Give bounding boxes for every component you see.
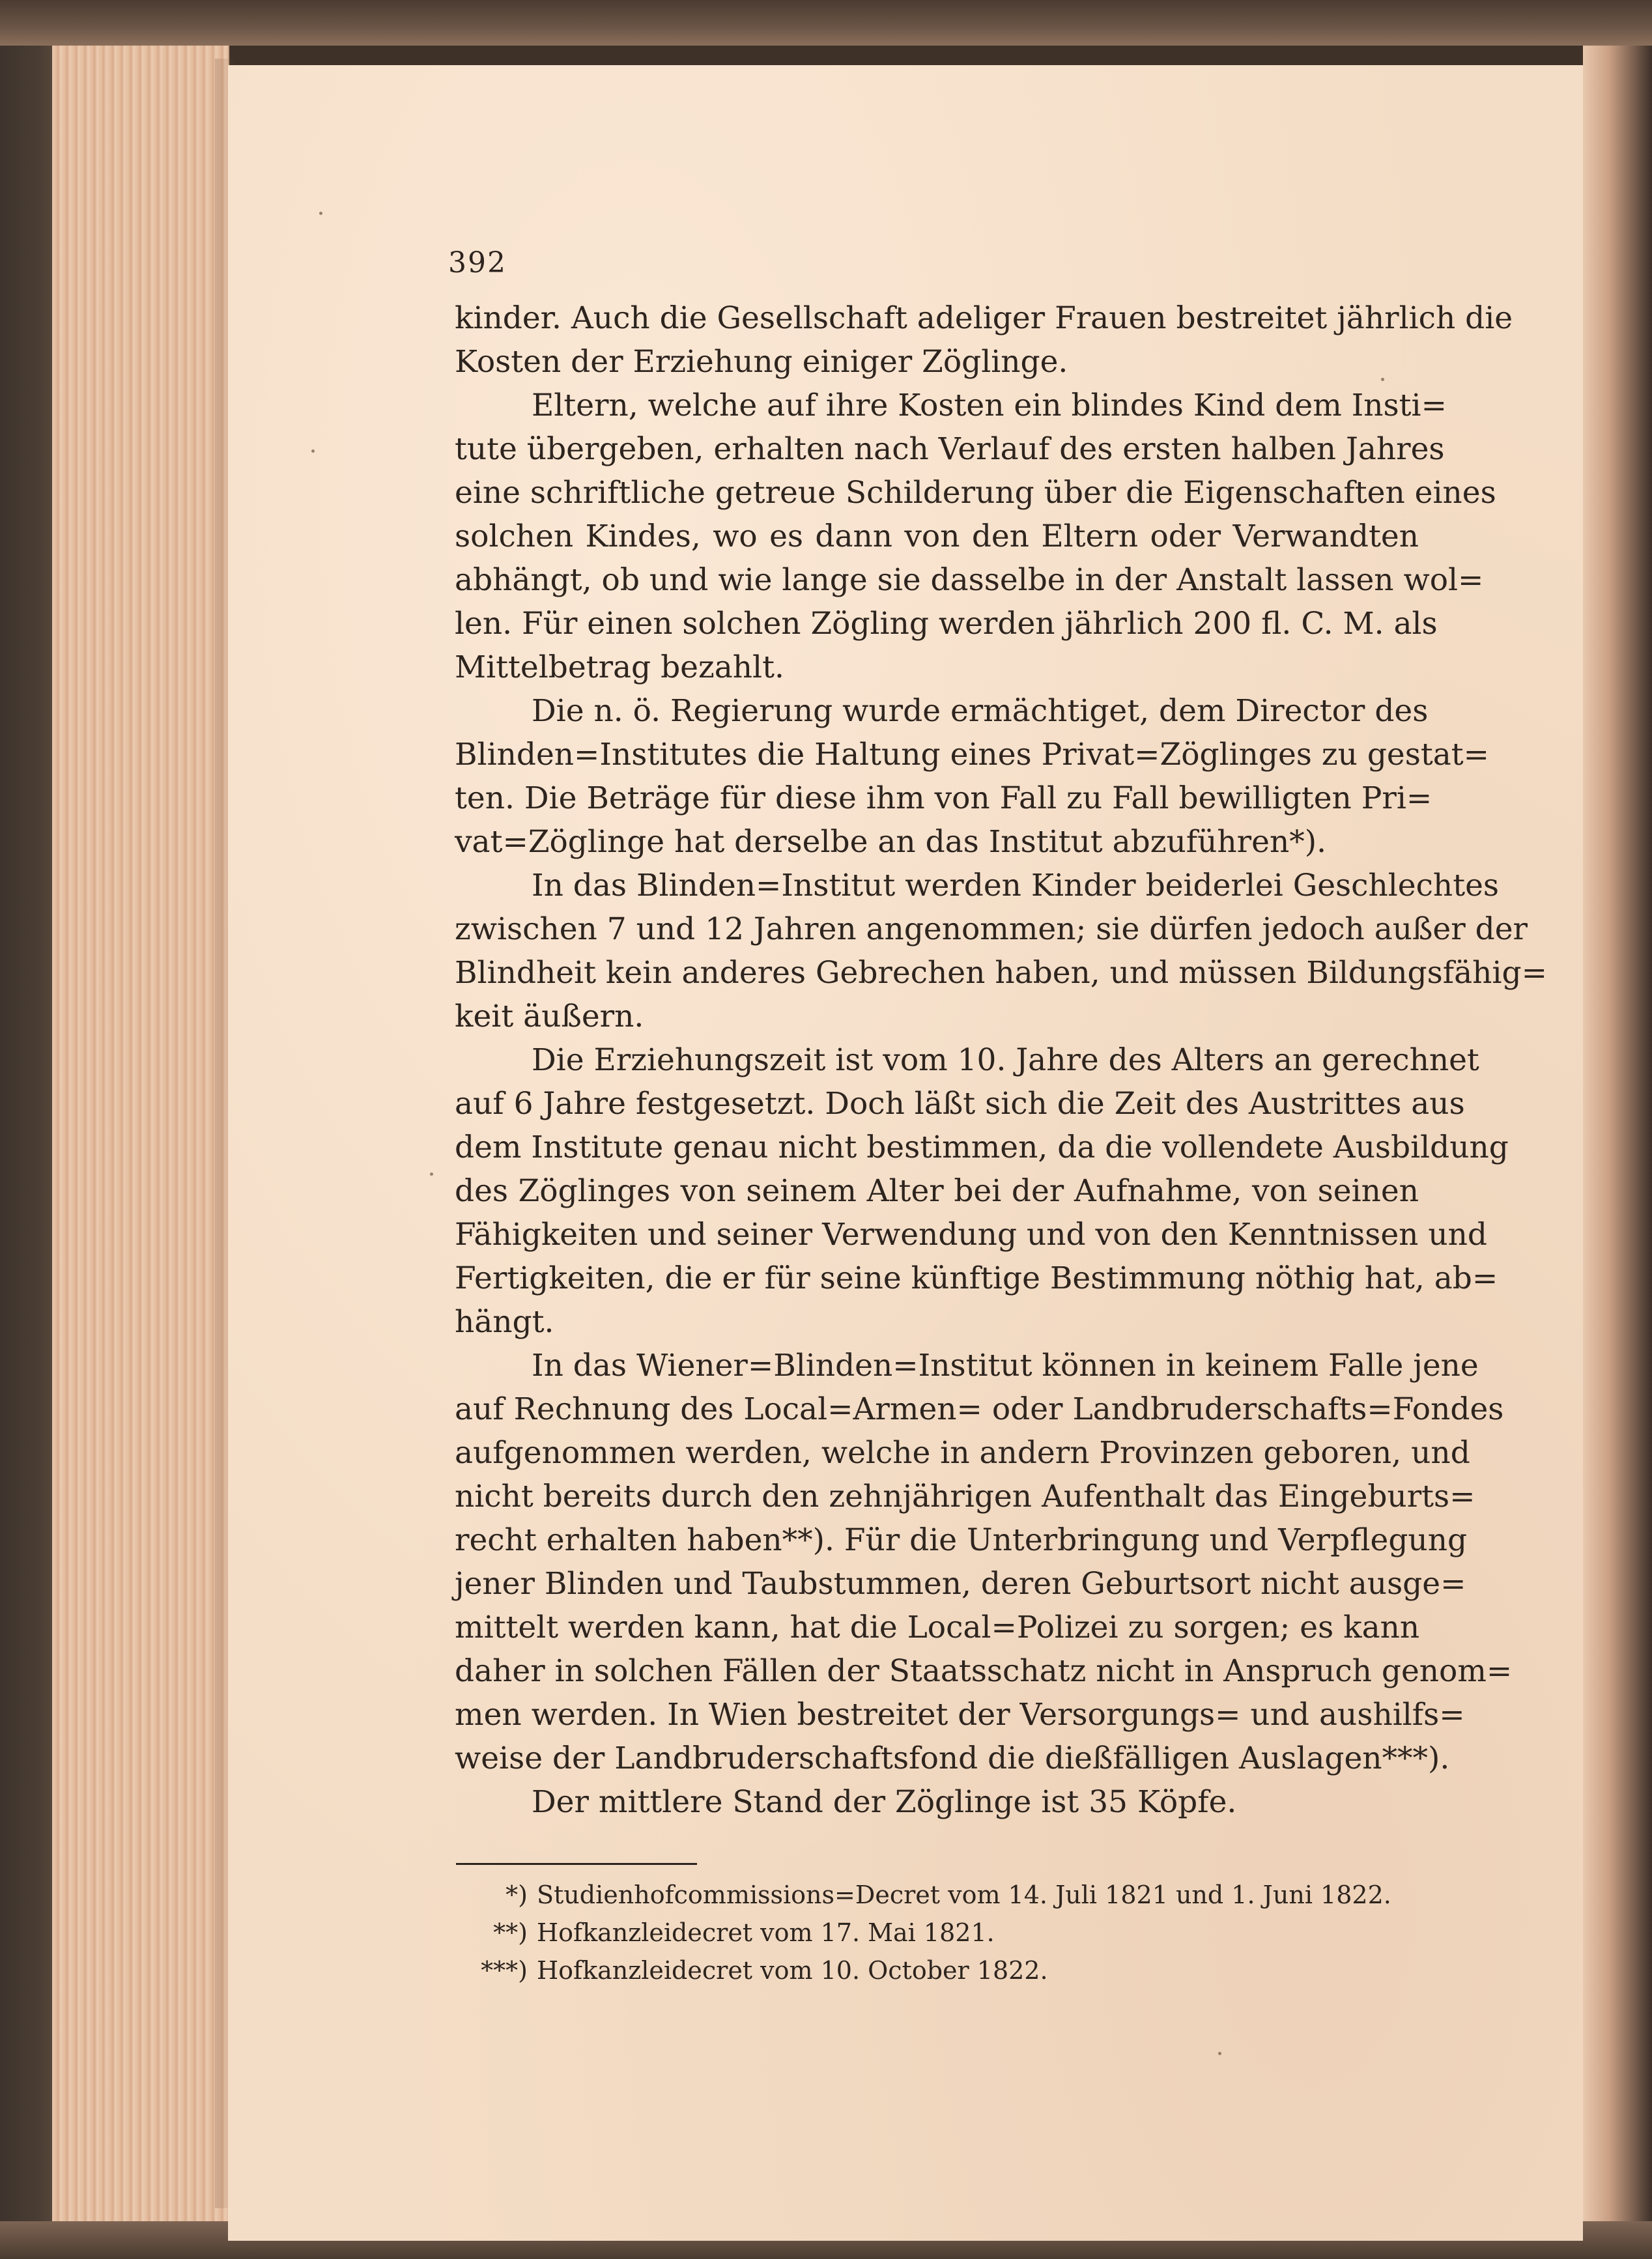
text-line: Fähigkeiten und seiner Verwendung und von den Kenntnissen und xyxy=(455,1217,1487,1253)
footnote xyxy=(468,1876,1419,1914)
footnote-mark: *) xyxy=(506,1881,528,1909)
book-top-edge xyxy=(0,0,1652,46)
text-line: hängt. xyxy=(455,1304,554,1340)
footnote xyxy=(468,1914,1419,1952)
text-line: auf 6 Jahre festgesetzt. Doch läßt sich die Zeit des Austrittes aus xyxy=(455,1086,1465,1122)
text-line: Die n. ö. Regierung wurde ermächtiget, dem Director des xyxy=(532,693,1429,729)
page-stack-edges xyxy=(52,46,229,2221)
text-line: weise der Landbruderschaftsfond die dießfälligen Auslagen***). xyxy=(455,1740,1450,1776)
text-line: Blinden=Institutes die Haltung eines Privat=Zöglinges zu gestat= xyxy=(455,737,1490,773)
text-line: des Zöglinges von seinem Alter bei der Aufnahme, von seinen xyxy=(455,1173,1419,1209)
text-line: dem Institute genau nicht bestimmen, da die vollendete Ausbildung xyxy=(455,1130,1509,1165)
text-line: auf Rechnung des Local=Armen= oder Landbruderschafts=Fondes xyxy=(455,1391,1504,1427)
text-line: keit äußern. xyxy=(455,999,644,1034)
text-line: Fertigkeiten, die er für seine künftige Bestimmung nöthig hat, ab= xyxy=(455,1260,1498,1296)
text-line: recht erhalten haben**). Für die Unterbringung und Verpflegung xyxy=(455,1522,1468,1558)
body-text xyxy=(455,296,1547,1824)
text-line: In das Wiener=Blinden=Institut können in keinem Falle jene xyxy=(532,1348,1479,1384)
text-line: nicht bereits durch den zehnjährigen Aufenthalt das Eingeburts= xyxy=(455,1479,1475,1514)
text-line: Blindheit kein anderes Gebrechen haben, und müssen Bildungsfähig= xyxy=(455,955,1547,991)
text-line: mittelt werden kann, hat die Local=Polizei zu sorgen; es kann xyxy=(455,1610,1420,1645)
text-line: vat=Zöglinge hat derselbe an das Institut abzuführen*). xyxy=(455,824,1327,860)
text-line: Der mittlere Stand der Zöglinge ist 35 Köpfe. xyxy=(532,1784,1237,1820)
footnote-mark: **) xyxy=(493,1918,528,1947)
book-gutter xyxy=(1583,46,1652,2259)
text-line: aufgenommen werden, welche in andern Provinzen geboren, und xyxy=(455,1435,1470,1471)
footnote-divider xyxy=(456,1863,697,1865)
text-line: daher in solchen Fällen der Staatsschatz nicht in Anspruch genom= xyxy=(455,1653,1513,1689)
text-line: In das Blinden=Institut werden Kinder beiderlei Geschlechtes xyxy=(532,868,1500,903)
text-line: tute übergeben, erhalten nach Verlauf des ersten halben Jahres xyxy=(455,431,1445,467)
text-line: Kosten der Erziehung einiger Zöglinge. xyxy=(455,344,1068,380)
text-line: len. Für einen solchen Zögling werden jährlich 200 fl. C. M. als xyxy=(455,606,1438,642)
text-line: abhängt, ob und wie lange sie dasselbe in der Anstalt lassen wol= xyxy=(455,562,1484,598)
text-line: Die Erziehungszeit ist vom 10. Jahre des Alters an gerechnet xyxy=(532,1042,1479,1078)
text-line: jener Blinden und Taubstummen, deren Geburtsort nicht ausge= xyxy=(455,1566,1466,1602)
text-line: zwischen 7 und 12 Jahren angenommen; sie dürfen jedoch außer der xyxy=(455,911,1528,947)
footnotes xyxy=(468,1876,1419,1989)
text-line: kinder. Auch die Gesellschaft adeliger Frauen bestreitet jährlich die xyxy=(455,300,1513,336)
text-line: Eltern, welche auf ihre Kosten ein blindes Kind dem Insti= xyxy=(532,388,1447,423)
footnote-mark: ***) xyxy=(481,1956,528,1985)
text-line: solchen Kindes, wo es dann von den Eltern oder Verwandten xyxy=(455,519,1419,554)
text-line: eine schriftliche getreue Schilderung über die Eigenschaften eines xyxy=(455,475,1496,511)
footnote-text: Hofkanzleidecret vom 17. Mai 1821. xyxy=(537,1918,995,1947)
footnote-text: Hofkanzleidecret vom 10. October 1822. xyxy=(537,1956,1048,1985)
text-line: Mittelbetrag bezahlt. xyxy=(455,649,784,685)
footnote-text: Studienhofcommissions=Decret vom 14. Juli 1821 und 1. Juni 1822. xyxy=(537,1881,1391,1909)
text-line: ten. Die Beträge für diese ihm von Fall zu Fall bewilligten Pri= xyxy=(455,780,1432,816)
text-line: men werden. In Wien bestreitet der Versorgungs= und aushilfs= xyxy=(455,1697,1465,1733)
page-number: 392 xyxy=(448,246,507,279)
footnote xyxy=(468,1952,1419,1989)
